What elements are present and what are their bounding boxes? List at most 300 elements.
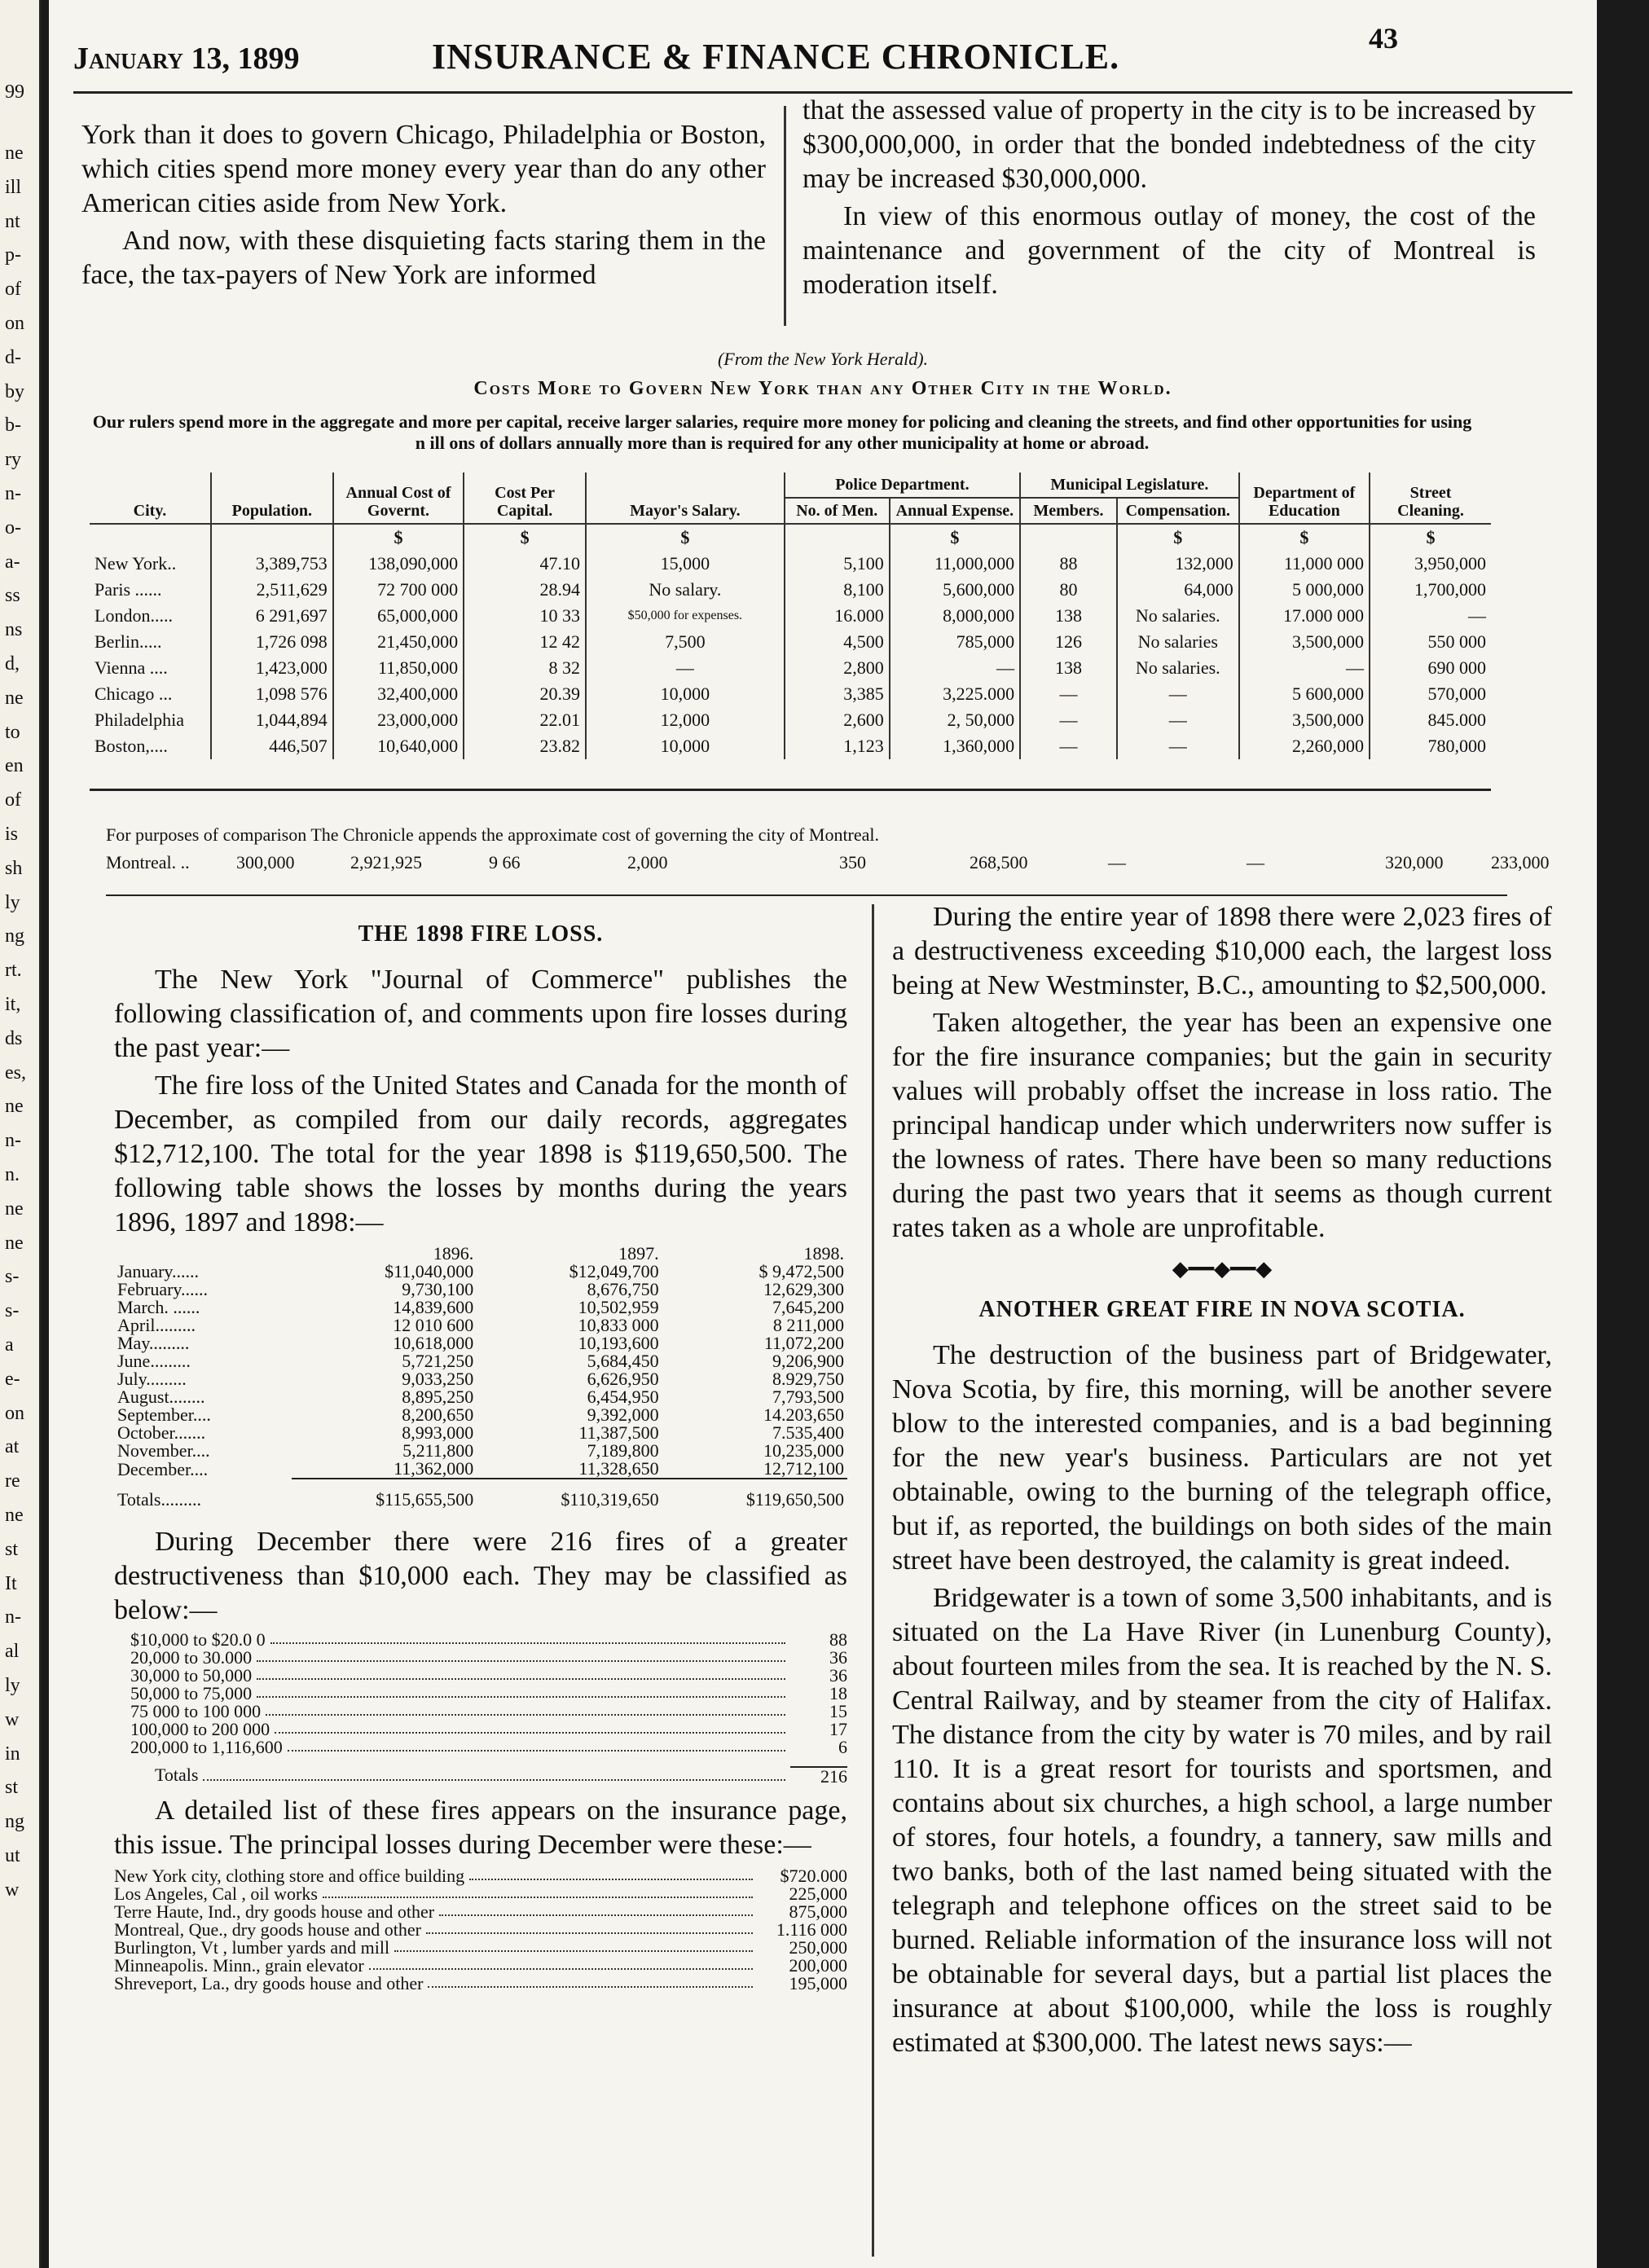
loss-value: 8,993,000 [402,1422,474,1443]
margin-fragment: sh [5,857,23,879]
table-cell: 64,000 [1117,577,1239,603]
margin-fragment: ne [5,1232,24,1254]
loss-amount: 195,000 [789,1973,847,1993]
table-cell: — [1468,605,1486,626]
margin-fragment: w [5,1879,20,1901]
list-item [130,1703,847,1721]
dollar-sign-cell [785,524,890,551]
loss-description: Los Angeles, Cal , oil works [114,1883,318,1904]
month-label: April......... [117,1315,196,1335]
loss-value: 9,206,900 [772,1351,844,1371]
margin-fragment: st [5,1538,19,1560]
list-item [114,1885,847,1903]
table-cell: 780,000 [1427,736,1486,756]
table-row [114,1460,847,1479]
col-header-police-expense: Annual Expense. [890,498,1020,524]
margin-fragment: 99 [5,81,24,103]
total-1898: $119,650,500 [662,1479,847,1509]
table-cell: 2,600 [785,707,890,733]
table-cell: 845.000 [1427,710,1486,730]
paragraph: During December there were 216 fires of a greater destructiveness than $10,000 each. They may be classified as below:— [114,1527,847,1625]
table-row [114,1299,847,1316]
table-cell: 1,098 576 [211,681,333,707]
column-rule [784,106,786,326]
table-cell: 138 [1020,603,1117,629]
total-1897: $110,319,650 [477,1479,662,1509]
table-cell: — [1020,707,1117,733]
table-cell: 17.000 000 [1239,603,1370,629]
margin-fragment: It [5,1572,17,1594]
table-row [90,551,1491,577]
page-number: 43 [1369,22,1398,55]
paragraph: A detailed list of these fires appears on the insurance page, this issue. The principal losses during December were these:— [114,1796,847,1860]
table-cell: 5,100 [785,551,890,577]
loss-description: Montreal, Que., dry goods house and other [114,1919,421,1940]
table-cell: 446,507 [211,733,333,759]
class-count: 17 [829,1719,847,1739]
list-item [114,1921,847,1939]
loss-value: 7,793,500 [772,1387,844,1407]
table-row [90,629,1491,655]
margin-fragment: ne [5,687,24,709]
table-cell: $50,000 for expenses. [586,603,785,629]
loss-value: 10,833 000 [578,1315,659,1335]
paragraph: Bridgewater is a town of some 3,500 inhabitants, and is situated on the La Have River (in Lunenburg County), about fourteen miles from the sea. It is reached by the N. S. Central Railway, and by steamer from the city of Halifax. The distance from the city by water is 70 miles, and by rail 110. It is a great resort for tourists and sportsmen, and contains about six churches, a high school, a large number of stores, four hotels, a foundry, a tannery, saw mills and two banks, both of the last named being situated with the telegraph and telephone offices on the street said to be burned. Reliable information of the insurance loss will not be obtainable for several days, but a partial list places the insurance at about $100,000, while the loss is roughly estimated at $300,000. The latest news says:— [892,1583,1552,2058]
margin-fragment: ly [5,1675,20,1696]
loss-value: 8 211,000 [772,1315,844,1335]
month-label: May......... [117,1333,190,1353]
ornament-divider: ◆━━◆━━◆ [1172,1257,1273,1281]
table-cell: 6 291,697 [211,603,333,629]
loss-amount: 875,000 [789,1901,847,1922]
margin-fragment: ill [5,176,22,198]
loss-value: 14,839,600 [393,1297,474,1317]
montreal-label: Montreal. .. [106,852,190,872]
city-name: New York.. [90,551,211,577]
table-cell: 1,423,000 [211,655,333,681]
table-row [114,1406,847,1424]
col-header-population: Population. [211,472,333,524]
table-cell: 12,000 [586,707,785,733]
col-header-mayor-salary: Mayor's Salary. [586,472,785,524]
loss-value: 14.203,650 [763,1404,844,1425]
newspaper-page [49,0,1597,2268]
paragraph: York than it does to govern Chicago, Philadelphia or Boston, which cities spend more money every year than do any other American cities aside from New York. [81,120,766,218]
class-count: 36 [829,1647,847,1668]
dollar-sign-row [90,524,1491,551]
margin-fragment: of [5,789,21,811]
margin-fragment: n- [5,483,21,504]
city-name: London..... [90,603,211,629]
margin-fragment: ne [5,1096,24,1118]
city-name: Berlin..... [90,629,211,655]
loss-value: 10,502,959 [578,1297,659,1317]
margin-fragment: n- [5,1130,21,1152]
table-cell: — [1117,733,1239,759]
loss-value: 9,730,100 [402,1279,474,1299]
loss-value: 10,618,000 [393,1333,474,1353]
margin-fragment: a- [5,551,20,573]
loss-value: 10,193,600 [578,1333,659,1353]
loss-description: Burlington, Vt , lumber yards and mill [114,1937,390,1958]
top-left-column [81,118,766,296]
table-title: Costs More to Govern New York than any Other City in the World. [473,378,1172,399]
loss-amount: $720.000 [780,1866,847,1886]
table-row [114,1352,847,1370]
margin-fragment: d- [5,346,21,368]
col-header-cleaning: Street Cleaning. [1370,472,1491,524]
table-cell: 65,000,000 [333,603,464,629]
table-cell: 3,389,753 [211,551,333,577]
month-label: August........ [117,1387,205,1407]
margin-fragment: es, [5,1061,26,1083]
fire-class-list [130,1631,847,1756]
margin-fragment: ut [5,1845,20,1866]
dollar-sign-cell: $ [890,524,1020,551]
table-cell: 16.000 [785,603,890,629]
city-cost-table [90,472,1491,759]
table-cell: 5,600,000 [890,577,1020,603]
loss-description: Minneapolis. Minn., grain elevator [114,1955,364,1976]
table-cell: — [1020,681,1117,707]
loss-value: 11,387,500 [578,1422,659,1443]
monthly-loss-table [114,1245,847,1509]
dollar-sign-cell: $ [1117,524,1239,551]
class-range: 20,000 to 30.000 [130,1647,253,1668]
class-range: 75 000 to 100 000 [130,1701,262,1721]
table-cell: 2,511,629 [211,577,333,603]
table-cell: 1,044,894 [211,707,333,733]
month-label: October....... [117,1422,206,1443]
city-name: Paris ...... [90,577,211,603]
month-label: February...... [117,1279,208,1299]
margin-fragment: d, [5,653,20,675]
table-row [114,1388,847,1406]
loss-value: 9,033,250 [402,1369,474,1389]
loss-value: 5,211,800 [402,1440,474,1461]
dollar-sign-cell [211,524,333,551]
table-cell: — [1117,707,1239,733]
margin-fragment: o- [5,516,21,538]
comparison-note: For purposes of comparison The Chronicle appends the approximate cost of governing the city of Montreal. [106,824,880,845]
table-cell: 3,500,000 [1239,629,1370,655]
loss-value: 5,721,250 [402,1351,474,1371]
loss-amount: 225,000 [789,1883,847,1904]
month-label: September.... [117,1404,211,1425]
class-range: 100,000 to 200 000 [130,1719,270,1739]
class-range: 50,000 to 75,000 [130,1683,253,1703]
col-header-education: Department of Education [1239,472,1370,524]
city-name: Chicago ... [90,681,211,707]
list-item [130,1649,847,1667]
montreal-value: 268,500 [970,852,1028,872]
table-cell: 1,123 [785,733,890,759]
margin-fragment: to [5,721,20,743]
loss-value: 12 010 600 [393,1315,474,1335]
adjacent-page-strip [0,0,42,2268]
table-row [90,733,1491,759]
table-cell: No salaries. [1117,603,1239,629]
loss-value: 8,895,250 [402,1387,474,1407]
paragraph: that the assessed value of property in the city is to be increased by $300,000,000, in order that the bonded indebtedness of the city may be increased $30,000,000. [803,95,1536,194]
table-row [114,1316,847,1334]
table-cell: 23.82 [464,733,586,759]
margin-fragment: ry [5,449,21,471]
list-item [130,1738,847,1756]
table-cell: 23,000,000 [333,707,464,733]
margin-fragment: it, [5,994,21,1015]
margin-fragment: en [5,755,24,777]
margin-fragment: s- [5,1300,20,1322]
montreal-value: 9 66 [489,852,521,872]
loss-value: $11,040,000 [385,1261,474,1281]
table-cell: — [890,655,1020,681]
month-label: November.... [117,1440,210,1461]
montreal-value: — [1108,852,1126,872]
loss-description: Terre Haute, Ind., dry goods house and other [114,1901,435,1922]
margin-fragment: rt. [5,960,22,982]
table-cell: No salary. [586,577,785,603]
margin-fragment: ss [5,585,20,607]
col-header-legislature: Municipal Legislature. [1020,472,1239,498]
fire-loss-column [114,912,847,1993]
class-count: 15 [829,1701,847,1721]
table-cell: — [1020,733,1117,759]
table-cell: 1,700,000 [1414,579,1486,600]
loss-value: 7,189,800 [587,1440,659,1461]
year-header: 1898. [803,1243,844,1264]
margin-fragment: b- [5,415,21,437]
margin-fragment: in [5,1743,20,1765]
month-label: January...... [117,1261,199,1281]
table-cell: 32,400,000 [333,681,464,707]
month-label: June......... [117,1351,191,1371]
margin-fragment: st [5,1777,19,1799]
margin-fragment: e- [5,1368,20,1390]
table-cell: 5 000,000 [1239,577,1370,603]
principal-losses-list [114,1867,847,1993]
table-cell: 72 700 000 [333,577,464,603]
class-range: 30,000 to 50,000 [130,1665,253,1686]
table-cell: 570,000 [1427,683,1486,704]
table-row [90,681,1491,707]
dollar-sign-cell: $ [1239,524,1370,551]
table-cell: — [586,655,785,681]
table-source: (From the New York Herald). [717,349,929,369]
col-header-compensation: Compensation. [1117,498,1239,524]
table-cell: 10 33 [464,603,586,629]
table-row [114,1334,847,1352]
table-row [114,1424,847,1442]
margin-fragment: ne [5,143,24,164]
list-item [130,1667,847,1685]
section-heading: ANOTHER GREAT FIRE IN NOVA SCOTIA. [978,1297,1466,1322]
table-cell: 21,450,000 [333,629,464,655]
year-header: 1897. [618,1243,659,1264]
publication-title: INSURANCE & FINANCE CHRONICLE. [432,37,1120,77]
table-row [114,1263,847,1281]
montreal-value: 320,000 [1385,852,1444,872]
total-1896: $115,655,500 [292,1479,477,1509]
loss-amount: 200,000 [789,1955,847,1976]
loss-value: 7.535,400 [772,1422,844,1443]
dollar-sign-cell: $ [333,524,464,551]
table-cell: 28.94 [464,577,586,603]
list-item [130,1685,847,1703]
table-cell: 3,385 [785,681,890,707]
table-bottom-rule [90,789,1491,791]
paragraph: Taken altogether, the year has been an expensive one for the fire insurance companies; but the gain in security values will probably offset the increase in loss ratio. The principal handicap under which underwriters now suffer is the lowness of rates. There have been so many reductions during the past two years that it seems as though current rates taken as a whole are unprofitable. [892,1008,1552,1243]
loss-value: 6,454,950 [587,1387,659,1407]
list-item [130,1631,847,1649]
paragraph: The destruction of the business part of Bridgewater, Nova Scotia, by fire, this morning, will be another severe blow to the interested companies, and is a bad beginning for the new year's business. Particulars are not yet obtainable, owing to the burning of the telegraph office, but if, as reported, the buildings on both sides of the main street have been destroyed, the calamity is great indeed. [892,1340,1552,1576]
list-item [130,1721,847,1738]
loss-description: Shreveport, La., dry goods house and other [114,1973,424,1993]
margin-fragment: ne [5,1198,24,1220]
table-cell: 1,726 098 [211,629,333,655]
class-range: 200,000 to 1,116,600 [130,1737,283,1757]
margin-fragment: re [5,1470,20,1492]
table-cell: 80 [1020,577,1117,603]
table-cell: 22.01 [464,707,586,733]
table-cell: 2,800 [785,655,890,681]
table-cell: 10,000 [586,733,785,759]
list-item [114,1975,847,1993]
margin-fragment: of [5,279,21,301]
table-cell: 8,100 [785,577,890,603]
margin-fragment: al [5,1641,20,1663]
table-cell: 550 000 [1427,631,1486,652]
section-heading: THE 1898 FIRE LOSS. [358,921,604,947]
class-total-label: Totals [155,1765,199,1785]
margin-fragment: on [5,1402,24,1424]
margin-fragment: ds [5,1027,23,1049]
table-cell: 5 600,000 [1239,681,1370,707]
loss-value: 8.929,750 [772,1369,844,1389]
table-cell: 11,000,000 [890,551,1020,577]
table-cell: 7,500 [586,629,785,655]
margin-fragment: ng [5,925,24,947]
loss-value: 6,626,950 [587,1369,659,1389]
table-cell: 2,260,000 [1239,733,1370,759]
month-label: July......... [117,1369,187,1389]
table-row [90,577,1491,603]
margin-fragment: n. [5,1164,20,1185]
column-rule [872,904,874,2257]
dollar-sign-cell [1020,524,1117,551]
margin-fragment: s- [5,1266,20,1288]
class-count: 88 [829,1629,847,1650]
col-header-police: Police Department. [785,472,1020,498]
montreal-value: 233,000 [1491,852,1550,872]
table-cell: 8,000,000 [890,603,1020,629]
montreal-value: 300,000 [236,852,295,872]
table-cell: 47.10 [464,551,586,577]
table-cell: 15,000 [586,551,785,577]
table-row [90,655,1491,681]
class-total-value: 216 [790,1766,847,1786]
table-cell: 12 42 [464,629,586,655]
margin-fragment: n- [5,1606,21,1628]
table-cell: 138,090,000 [333,551,464,577]
loss-value: 12,629,300 [763,1279,844,1299]
city-name: Boston,.... [90,733,211,759]
city-name: Philadelphia [90,707,211,733]
loss-value: 12,712,100 [763,1458,844,1479]
class-count: 6 [838,1737,847,1757]
margin-fragment: nt [5,210,20,232]
table-cell: 20.39 [464,681,586,707]
loss-value: 10,235,000 [763,1440,844,1461]
loss-value: 11,362,000 [394,1458,474,1479]
table-cell: 3,500,000 [1239,707,1370,733]
month-label: December.... [117,1458,209,1479]
class-total-row [155,1766,847,1786]
paragraph: During the entire year of 1898 there were 2,023 fires of a destructiveness exceeding $10,000 each, the largest loss being at New Westminster, B.C., amounting to $2,500,000. [892,902,1552,1000]
class-range: $10,000 to $20.0 0 [130,1629,266,1650]
list-item [114,1957,847,1975]
loss-amount: 250,000 [789,1937,847,1958]
table-cell: — [1117,681,1239,707]
table-row [114,1281,847,1299]
montreal-value: 350 [839,852,866,872]
margin-fragment: ng [5,1811,24,1833]
table-cell: 4,500 [785,629,890,655]
margin-fragment: w [5,1708,20,1730]
col-header-police-men: No. of Men. [785,498,890,524]
margin-fragment: by [5,380,24,402]
dollar-sign-cell: $ [586,524,785,551]
city-name: Vienna .... [90,655,211,681]
table-cell: 3,950,000 [1414,553,1486,574]
table-row [114,1442,847,1460]
table-cell: 138 [1020,655,1117,681]
loss-value: 5,684,450 [587,1351,659,1371]
montreal-value: — [1247,852,1264,872]
table-cell: 10,640,000 [333,733,464,759]
table-cell: 10,000 [586,681,785,707]
totals-label: Totals......... [117,1488,201,1510]
margin-fragment: ns [5,619,23,641]
paragraph: The fire loss of the United States and Canada for the month of December, as compiled from our daily records, aggregates $12,712,100. The total for the year 1898 is $119,650,500. The following table shows the losses by months during the years 1896, 1897 and 1898:— [114,1070,847,1237]
margin-fragment: ly [5,891,20,913]
table-cell: No salaries [1117,629,1239,655]
table-cell: 8 32 [464,655,586,681]
margin-fragment: ne [5,1505,24,1526]
loss-value: 8,200,650 [402,1404,474,1425]
right-column [892,900,1552,2064]
montreal-value: 2,000 [627,852,668,872]
table-row [90,707,1491,733]
loss-value: 8,676,750 [587,1279,659,1299]
table-subtitle: Our rulers spend more in the aggregate and more per capital, receive larger salaries, require more money for policing and cleaning the streets, and find other opportunities for using n ill ons of dollars annually more than is required for any other municipality at home or abroad. [92,411,1472,453]
year-header: 1896. [433,1243,474,1264]
table-cell: No salaries. [1117,655,1239,681]
list-item [114,1867,847,1885]
col-header-annual-cost: Annual Cost of Governt. [333,472,464,524]
margin-fragment: on [5,313,24,334]
col-header-city: City. [90,472,211,524]
dollar-sign-cell: $ [464,524,586,551]
list-item [114,1903,847,1921]
table-cell: 88 [1020,551,1117,577]
table-cell: 11,850,000 [333,655,464,681]
dollar-sign-cell [90,524,211,551]
paragraph: And now, with these disquieting facts staring them in the face, the tax-payers of New York are informed [81,226,766,290]
dollar-sign-cell: $ [1426,527,1436,547]
loss-value: 7,645,200 [772,1297,844,1317]
margin-fragment: is [5,824,19,845]
